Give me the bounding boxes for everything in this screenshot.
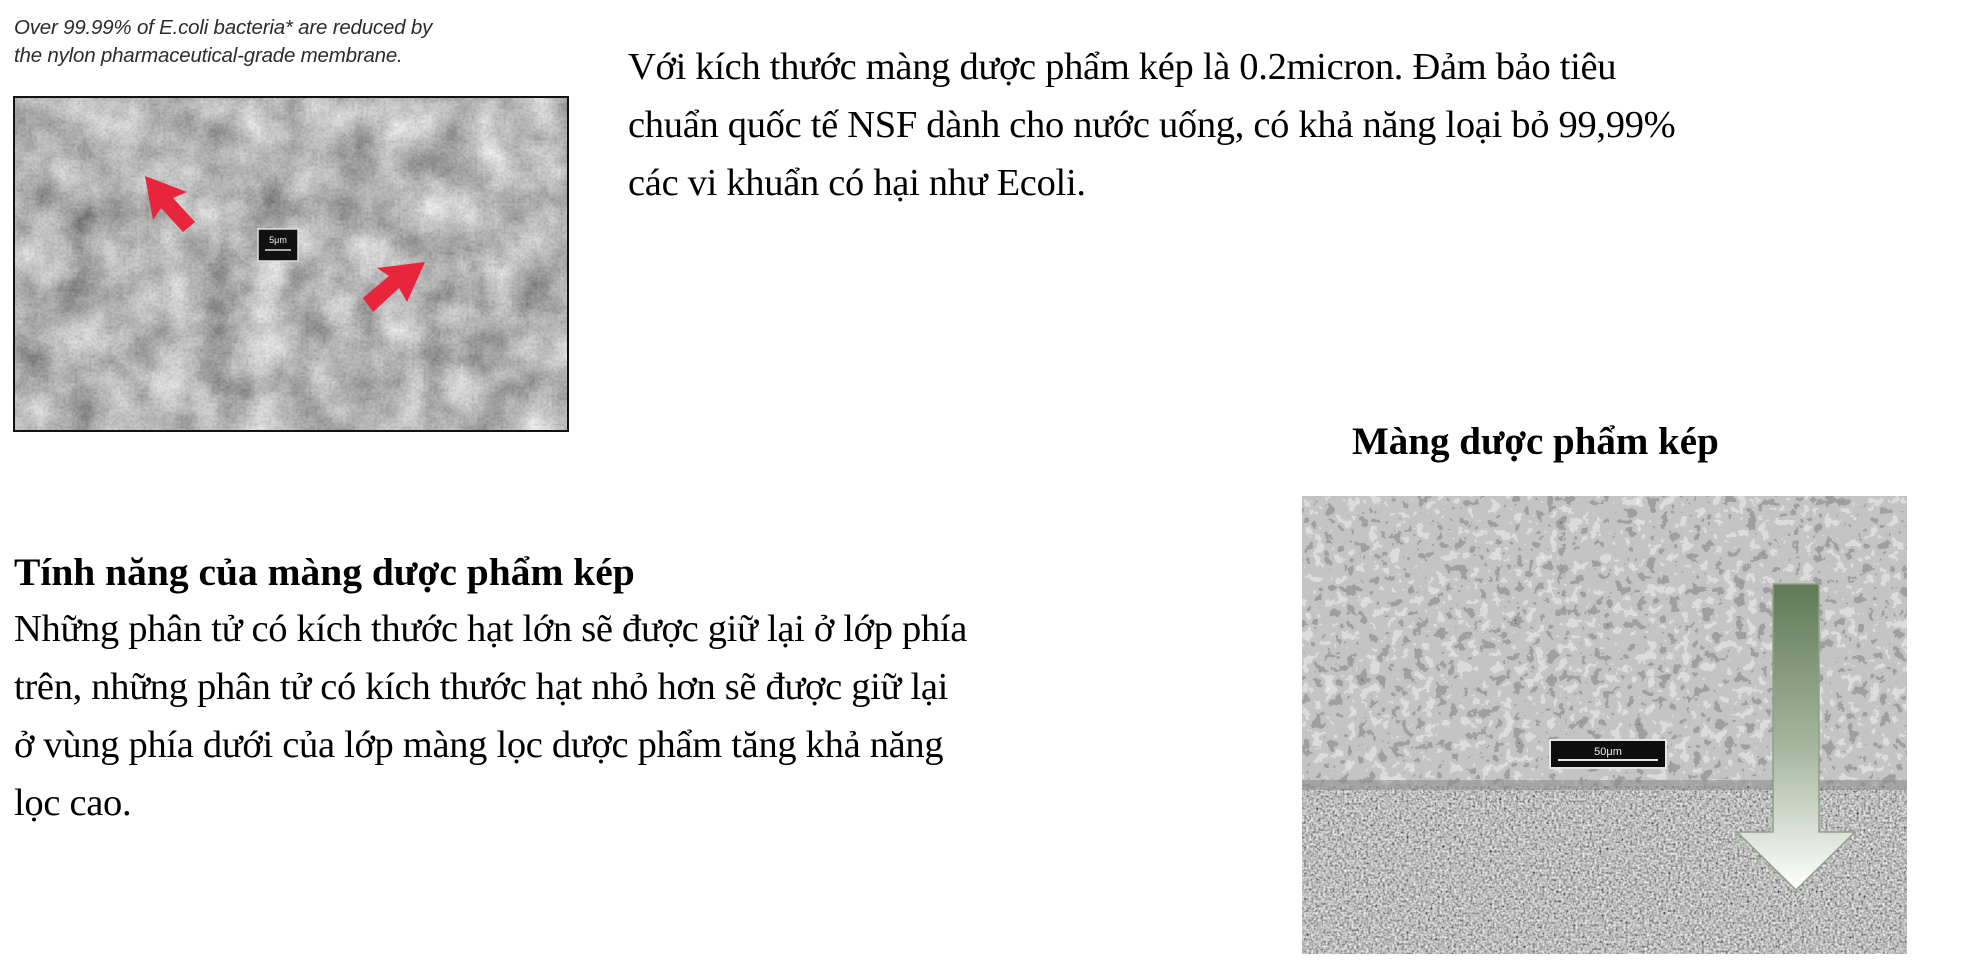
intro-line-2: chuẩn quốc tế NSF dành cho nước uống, có khả năng loại bỏ 99,99% — [628, 104, 1676, 146]
intro-paragraph — [628, 38, 1968, 212]
intro-line-1: Với kích thước màng dược phẩm kép là 0.2micron. Đảm bảo tiêu — [628, 46, 1617, 88]
features-title: Tính năng của màng dược phẩm kép — [14, 550, 635, 594]
caption-line-1: Over 99.99% of E.coli bacteria* are reduced by — [14, 16, 433, 39]
ecoli-scale-label: 5μm — [269, 235, 287, 245]
membrane-sem-graphic — [1302, 496, 1907, 954]
features-line-2: trên, những phân tử có kích thước hạt nhỏ hơn sẽ được giữ lại — [14, 666, 949, 708]
membrane-scale-label: 50μm — [1594, 746, 1622, 758]
features-line-4: lọc cao. — [14, 782, 132, 824]
features-line-3: ở vùng phía dưới của lớp màng lọc dược phẩm tăng khả năng — [14, 724, 944, 766]
image-caption — [14, 14, 584, 70]
features-line-1: Những phân tử có kích thước hạt lớn sẽ được giữ lại ở lớp phía — [14, 608, 968, 650]
caption-line-2: the nylon pharmaceutical-grade membrane. — [14, 44, 403, 67]
intro-line-3: các vi khuẩn có hại như Ecoli. — [628, 162, 1086, 204]
ecoli-sem-graphic — [15, 98, 567, 430]
ecoli-sem-image — [13, 96, 569, 432]
membrane-sem-image — [1302, 496, 1907, 954]
features-paragraph — [14, 600, 1244, 832]
membrane-heading: Màng dược phẩm kép — [1352, 420, 1719, 463]
